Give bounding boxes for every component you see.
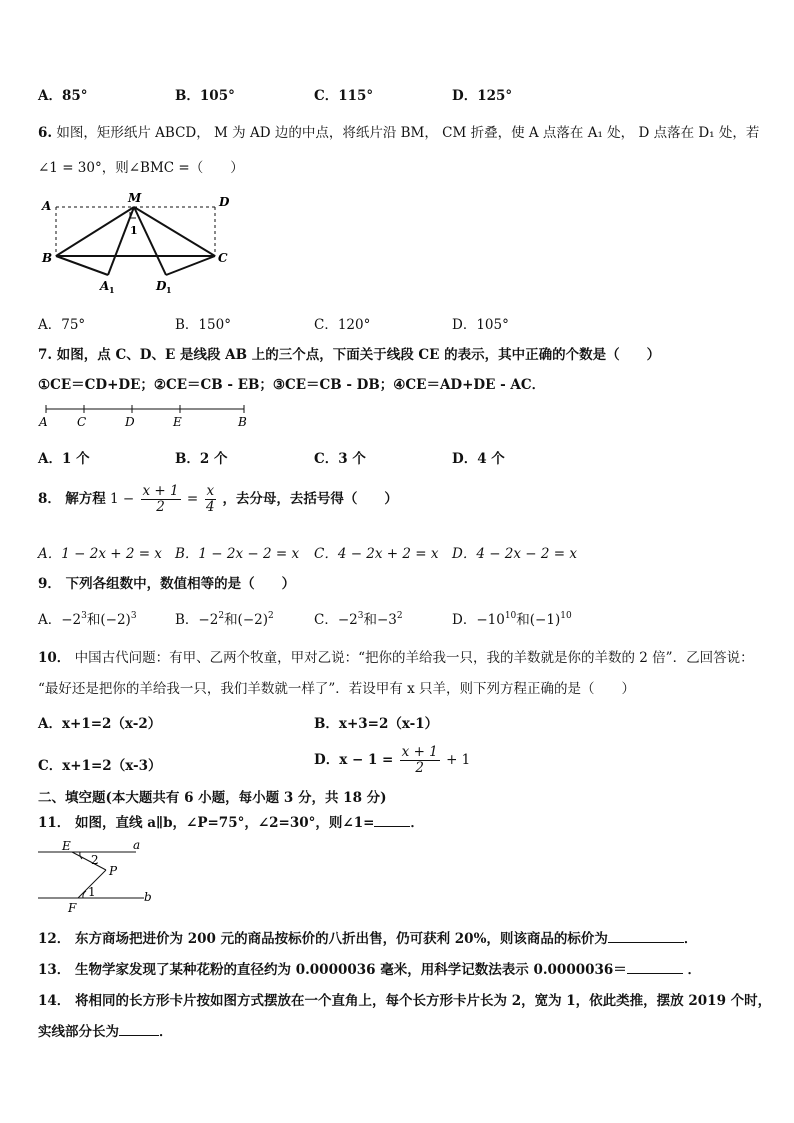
q10-option-a: A．x+1=2（x-2） bbox=[38, 716, 162, 732]
q8-option-c: C．4 − 2x + 2 = x bbox=[314, 546, 439, 562]
q7-segment-figure bbox=[36, 404, 256, 430]
q6-option-a: A．75° bbox=[38, 317, 86, 333]
q13-answer-blank[interactable] bbox=[627, 973, 683, 974]
q9-b-mid: 和(−2) bbox=[224, 612, 268, 628]
q11-label-2: 2 bbox=[91, 853, 99, 867]
q9-d-pre: D．−10 bbox=[452, 612, 505, 628]
q6-label-d1: D bbox=[156, 279, 167, 293]
q7-label-b: B bbox=[238, 415, 247, 429]
q14-answer-blank[interactable] bbox=[119, 1035, 159, 1036]
q9-c-pre: C．−2 bbox=[314, 612, 358, 628]
q8-frac1-den: 2 bbox=[156, 499, 165, 515]
q8-prefix: 解方程 bbox=[65, 491, 106, 507]
q8-frac1-num: x + 1 bbox=[142, 483, 179, 499]
q6-label-b: B bbox=[42, 251, 53, 265]
q13-number: 13． bbox=[38, 962, 71, 978]
q8-stem bbox=[38, 484, 398, 515]
q14-stem-line1 bbox=[38, 989, 771, 1009]
q10-stem-line1 bbox=[38, 646, 754, 666]
q9-d-sup1: 10 bbox=[504, 611, 517, 621]
q9-a-pre: A．−2 bbox=[38, 612, 82, 628]
q7-stem bbox=[38, 343, 660, 363]
q9-option-c bbox=[314, 608, 403, 628]
q10-d-num: x + 1 bbox=[401, 744, 438, 760]
q12-text: 东方商场把进价为 200 元的商品按标价的八折出售，仍可获利 20%，则该商品的标价为 bbox=[75, 931, 608, 947]
q6-option-c: C．120° bbox=[314, 317, 371, 333]
q6-text-line1: 如图，矩形纸片 ABCD， M 为 AD 边的中点，将纸片沿 BM， CM 折叠，使 A 点落在 A₁ 处， D 点落在 D₁ 处，若 bbox=[56, 125, 760, 141]
q11-label-1: 1 bbox=[88, 885, 96, 899]
q10-option-b: B．x+3=2（x-1） bbox=[314, 716, 439, 732]
q7-label-d: D bbox=[125, 415, 135, 429]
q9-d-sup2: 10 bbox=[560, 611, 572, 621]
q10-number: 10． bbox=[38, 650, 71, 666]
q10-d-fraction bbox=[400, 745, 440, 776]
q8-option-d: D．4 − 2x − 2 = x bbox=[452, 546, 578, 562]
q11-label-p: P bbox=[109, 864, 118, 878]
q8-eq-left: 1 − bbox=[110, 491, 135, 507]
q6-label-d: D bbox=[219, 195, 230, 209]
q8-frac2-den: 4 bbox=[206, 499, 215, 515]
q9-c-mid: 和−3 bbox=[363, 612, 397, 628]
q9-d-mid: 和(−1) bbox=[516, 612, 561, 628]
q8-frac2-num: x bbox=[206, 483, 215, 499]
q5-option-d: D．125° bbox=[452, 88, 513, 104]
q14-text-line2: 实线部分长为 bbox=[38, 1024, 119, 1040]
q6-label-m: M bbox=[128, 191, 142, 205]
q7-option-d: D．4 个 bbox=[452, 451, 505, 467]
q12-end: ． bbox=[683, 931, 698, 947]
q7-option-b: B．2 个 bbox=[175, 451, 228, 467]
q7-option-a: A．1 个 bbox=[38, 451, 90, 467]
q8-option-a: A．1 − 2x + 2 = x bbox=[38, 546, 162, 562]
q8-suffix: ，去分母，去括号得（ ） bbox=[222, 491, 398, 507]
q10-d-pre: D．x − 1 = bbox=[314, 752, 394, 768]
q8-fraction-2 bbox=[205, 484, 217, 515]
q6-figure bbox=[38, 188, 238, 298]
q6-stem-line1 bbox=[38, 121, 759, 141]
q5-option-b: B．105° bbox=[175, 88, 235, 104]
q7-text: 如图，点 C、D、E 是线段 AB 上的三个点，下面关于线段 CE 的表示，其中正确的个数是（ ） bbox=[56, 347, 661, 363]
q6-label-a: A bbox=[42, 199, 52, 213]
q9-option-a bbox=[38, 608, 137, 628]
q8-number: 8． bbox=[38, 491, 61, 507]
q6-option-d: D．105° bbox=[452, 317, 509, 333]
q9-c-sup1: 3 bbox=[357, 611, 364, 621]
q11-number: 11． bbox=[38, 815, 71, 831]
q10-option-d bbox=[314, 745, 470, 776]
q13-stem bbox=[38, 958, 701, 978]
q7-label-a: A bbox=[39, 415, 48, 429]
q11-label-a: a bbox=[133, 838, 141, 852]
q9-a-sup1: 3 bbox=[81, 611, 87, 621]
q11-label-b: b bbox=[144, 890, 152, 904]
q7-statements: ①CE＝CD+DE；②CE＝CB - EB；③CE＝CB - DB；④CE＝AD+DE - AC． bbox=[38, 377, 546, 393]
q12-number: 12． bbox=[38, 931, 71, 947]
q14-number: 14． bbox=[38, 993, 71, 1009]
q6-label-a1-sub: 1 bbox=[109, 285, 115, 295]
q8-fraction-1 bbox=[141, 484, 181, 515]
q6-label-c: C bbox=[218, 251, 228, 265]
q7-option-c: C．3 个 bbox=[314, 451, 366, 467]
q11-label-e: E bbox=[62, 839, 71, 853]
q5-option-a: A．85° bbox=[38, 88, 88, 104]
q6-label-angle1: 1 bbox=[130, 224, 138, 237]
q9-a-mid: 和(−2) bbox=[86, 612, 131, 628]
q9-number: 9． bbox=[38, 576, 61, 592]
q10-text-line2: “最好还是把你的羊给我一只，我们羊数就一样了”．若设甲有 x 只羊，则下列方程正确的是（ ） bbox=[38, 681, 635, 697]
q9-b-pre: B．−2 bbox=[175, 612, 219, 628]
q13-end: ． bbox=[687, 962, 701, 978]
q14-text-line1: 将相同的长方形卡片按如图方式摆放在一个直角上，每个长方形卡片长为 2，宽为 1，依此类推，摆放 2019 个时， bbox=[75, 993, 772, 1009]
q9-b-sup1: 2 bbox=[218, 611, 225, 621]
q6-text-line2: ∠1 = 30°，则∠BMC =（ ） bbox=[38, 160, 244, 176]
q14-stem-line2 bbox=[38, 1020, 173, 1040]
q9-b-sup2: 2 bbox=[268, 611, 274, 621]
q9-option-d bbox=[452, 608, 572, 628]
q10-option-c: C．x+1=2（x-3） bbox=[38, 758, 162, 774]
q7-label-e: E bbox=[173, 415, 182, 429]
q9-option-b bbox=[175, 608, 274, 628]
q6-option-b: B．150° bbox=[175, 317, 231, 333]
q9-a-sup2: 3 bbox=[130, 611, 137, 621]
q13-text: 生物学家发现了某种花粉的直径约为 0.0000036 毫米，用科学记数法表示 0.0000036＝ bbox=[75, 962, 627, 978]
q11-label-f: F bbox=[68, 901, 77, 915]
q11-text: 如图，直线 a∥b，∠P=75°，∠2=30°，则∠1= bbox=[75, 815, 375, 831]
q9-stem bbox=[38, 572, 295, 592]
q6-label-d1-sub: 1 bbox=[166, 285, 172, 295]
q10-text-line1: 中国古代问题：有甲、乙两个牧童，甲对乙说：“把你的羊给我一只，我的羊数就是你的羊数的 2 倍”．乙回答说： bbox=[74, 650, 754, 666]
q11-end: ． bbox=[410, 815, 424, 831]
q12-answer-blank[interactable] bbox=[608, 942, 684, 943]
q5-option-c: C．115° bbox=[314, 88, 374, 104]
q9-c-sup2: 2 bbox=[396, 611, 403, 621]
section-2-heading: 二、填空题(本大题共有 6 小题，每小题 3 分，共 18 分) bbox=[38, 790, 387, 806]
q7-label-c: C bbox=[77, 415, 87, 429]
q12-stem bbox=[38, 927, 697, 947]
q11-stem bbox=[38, 811, 424, 831]
q8-option-b: B．1 − 2x − 2 = x bbox=[175, 546, 300, 562]
q11-answer-blank[interactable] bbox=[374, 826, 410, 827]
q6-label-a1: A bbox=[100, 279, 110, 293]
q14-end: ． bbox=[159, 1024, 173, 1040]
q9-text: 下列各组数中，数值相等的是（ ） bbox=[65, 576, 296, 592]
q6-number: 6. bbox=[38, 125, 53, 141]
q10-d-post: + 1 bbox=[446, 752, 471, 768]
q11-figure bbox=[36, 838, 156, 916]
q8-eq-mid: = bbox=[186, 491, 199, 507]
q7-number: 7. bbox=[38, 347, 53, 363]
q10-d-den: 2 bbox=[415, 760, 425, 776]
